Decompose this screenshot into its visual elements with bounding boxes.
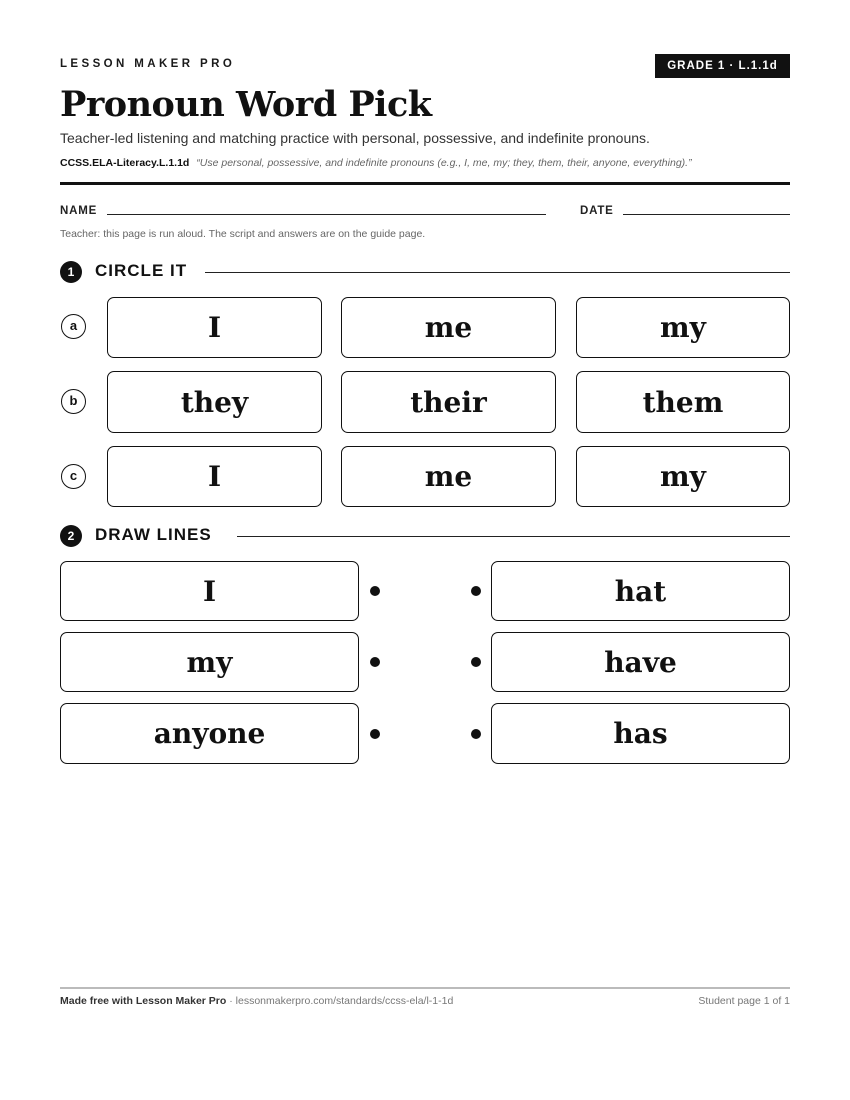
grade-badge: GRADE 1 · L.1.1d — [655, 54, 790, 78]
date-label: DATE — [580, 205, 614, 217]
standard-line — [60, 157, 692, 169]
word-choice-b3[interactable]: them — [576, 371, 790, 433]
section-1-rule — [205, 272, 790, 273]
brand-name: LESSON MAKER PRO — [60, 58, 236, 70]
page-title: Pronoun Word Pick — [60, 84, 432, 125]
section-1-number: 1 — [60, 261, 82, 283]
match-dot-left-1[interactable] — [370, 586, 380, 596]
standard-code: CCSS.ELA-Literacy.L.1.1d — [60, 157, 190, 169]
row-letter-b: b — [61, 389, 86, 414]
word-choice-c1[interactable]: I — [107, 446, 322, 507]
name-field[interactable] — [107, 214, 546, 215]
teacher-note: Teacher: this page is run aloud. The script and answers are on the guide page. — [60, 228, 426, 240]
word-choice-b1[interactable]: they — [107, 371, 322, 433]
section-2-number: 2 — [60, 525, 82, 547]
match-left-3: anyone — [60, 703, 359, 764]
word-choice-c2[interactable]: me — [341, 446, 556, 507]
footer-url: · lessonmakerpro.com/standards/ccss-ela/l-1-1d — [226, 995, 454, 1007]
match-dot-left-3[interactable] — [370, 729, 380, 739]
match-dot-left-2[interactable] — [370, 657, 380, 667]
match-dot-right-2[interactable] — [471, 657, 481, 667]
standard-text: “Use personal, possessive, and indefinite pronouns (e.g., I, me, my; they, them, their, anyone, everything).” — [196, 157, 692, 169]
header-divider — [60, 182, 790, 185]
name-label: NAME — [60, 205, 98, 217]
footer-divider — [60, 987, 790, 989]
date-field[interactable] — [623, 214, 790, 215]
section-1-title: CIRCLE IT — [95, 261, 188, 280]
word-choice-a2[interactable]: me — [341, 297, 556, 358]
section-2-rule — [237, 536, 790, 537]
match-dot-right-3[interactable] — [471, 729, 481, 739]
footer-page-number: Student page 1 of 1 — [698, 995, 790, 1007]
section-2-title: DRAW LINES — [95, 525, 212, 544]
match-right-2: have — [491, 632, 790, 692]
match-right-3: has — [491, 703, 790, 764]
row-letter-c: c — [61, 464, 86, 489]
word-choice-c3[interactable]: my — [576, 446, 790, 507]
match-dot-right-1[interactable] — [471, 586, 481, 596]
footer-credit — [60, 995, 453, 1007]
word-choice-b2[interactable]: their — [341, 371, 556, 433]
word-choice-a3[interactable]: my — [576, 297, 790, 358]
match-left-1: I — [60, 561, 359, 621]
page-subtitle: Teacher-led listening and matching practice with personal, possessive, and indefinite pronouns. — [60, 130, 650, 146]
match-right-1: hat — [491, 561, 790, 621]
match-left-2: my — [60, 632, 359, 692]
row-letter-a: a — [61, 314, 86, 339]
footer-made-with: Made free with Lesson Maker Pro — [60, 995, 227, 1007]
word-choice-a1[interactable]: I — [107, 297, 322, 358]
